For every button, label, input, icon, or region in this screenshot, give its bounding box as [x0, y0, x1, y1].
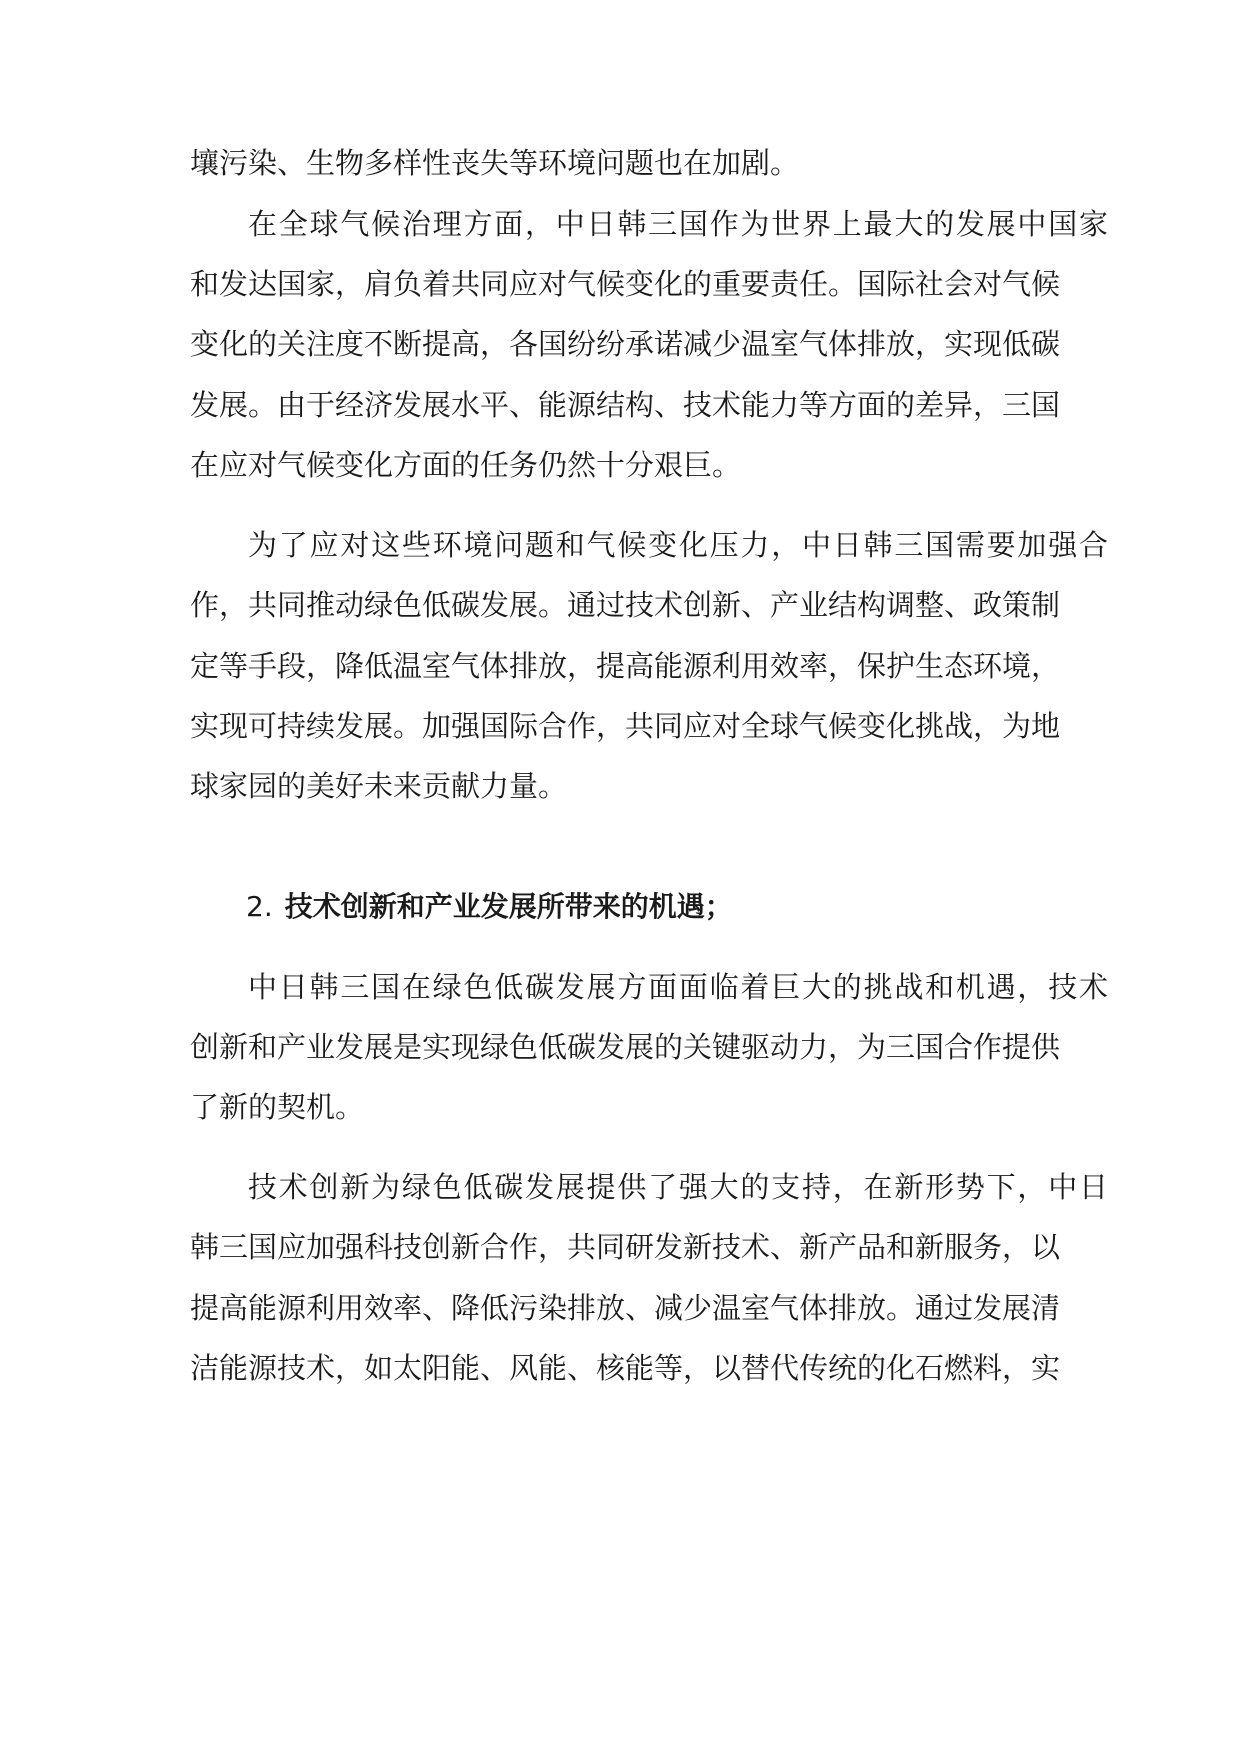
paragraph-line: 了新的契机。 [190, 1090, 365, 1124]
paragraph-line: 技术创新为绿色低碳发展提供了强大的支持，在新形势下，中日 [248, 1170, 1108, 1204]
paragraph-line: 洁能源技术，如太阳能、风能、核能等，以替代传统的化石燃料，实 [190, 1351, 1061, 1385]
paragraph-line: 提高能源利用效率、降低污染排放、减少温室气体排放。通过发展清 [190, 1291, 1061, 1325]
section-title: 技术创新和产业发展所带来的机遇； [284, 890, 733, 923]
paragraph-line: 在全球气候治理方面，中日韩三国作为世界上最大的发展中国家 [248, 207, 1108, 241]
paragraph-line: 创新和产业发展是实现绿色低碳发展的关键驱动力，为三国合作提供 [190, 1030, 1061, 1064]
paragraph-line: 韩三国应加强科技创新合作，共同研发新技术、新产品和新服务，以 [190, 1230, 1061, 1264]
section-number: 2. [246, 890, 273, 923]
paragraph-line: 实现可持续发展。加强国际合作，共同应对全球气候变化挑战，为地 [190, 709, 1061, 743]
paragraph-line: 定等手段，降低温室气体排放，提高能源利用效率，保护生态环境， [190, 649, 1061, 683]
paragraph-line: 为了应对这些环境问题和气候变化压力，中日韩三国需要加强合 [248, 528, 1108, 562]
paragraph-line: 在应对气候变化方面的任务仍然十分艰巨。 [190, 448, 742, 482]
paragraph-line: 中日韩三国在绿色低碳发展方面面临着巨大的挑战和机遇，技术 [248, 970, 1108, 1004]
paragraph-line: 作，共同推动绿色低碳发展。通过技术创新、产业结构调整、政策制 [190, 588, 1061, 622]
paragraph-line: 和发达国家，肩负着共同应对气候变化的重要责任。国际社会对气候 [190, 267, 1061, 301]
paragraph-line: 变化的关注度不断提高，各国纷纷承诺减少温室气体排放，实现低碳 [190, 327, 1061, 361]
paragraph-line: 壤污染、生物多样性丧失等环境问题也在加剧。 [190, 146, 800, 180]
section-heading [190, 887, 733, 927]
paragraph-line: 发展。由于经济发展水平、能源结构、技术能力等方面的差异，三国 [190, 388, 1061, 422]
paragraph-line: 球家园的美好未来贡献力量。 [190, 769, 568, 803]
